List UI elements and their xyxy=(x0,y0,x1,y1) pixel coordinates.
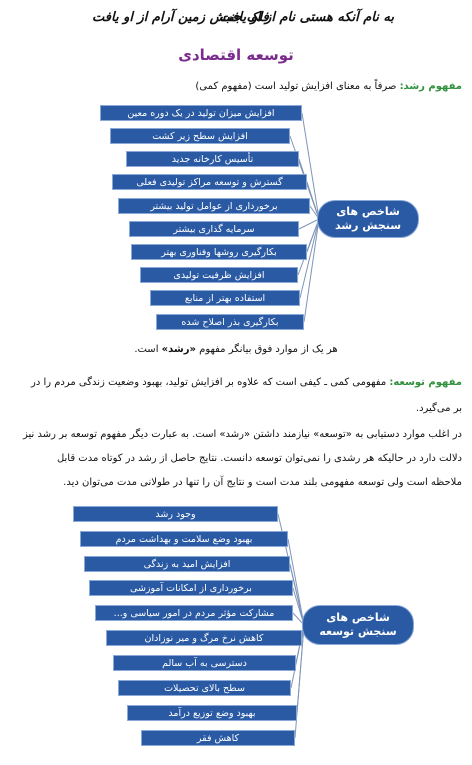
growth-note-end: است. xyxy=(134,344,162,355)
paragraph-line: در اغلب موارد دستیابی به «توسعه» نیازمند داشتن «رشد» است. به عبارت دیگر مفهوم توسعه بر رشد نیز xyxy=(22,429,462,440)
development-item: مشارکت مؤثر مردم در امور سیاسی و... xyxy=(95,605,293,621)
header-left-verse: فلک جنبش زمین آرام از او یافت xyxy=(92,10,269,25)
development-item: دسترسی به آب سالم xyxy=(113,655,296,671)
growth-definition-text: صرفاً به معنای افزایش تولید است (مفهوم کمی) xyxy=(195,81,400,92)
growth-note-text: هر یک از موارد فوق بیانگر مفهوم xyxy=(195,344,338,355)
development-item: سطح بالای تحصیلات xyxy=(118,680,291,696)
development-item: برخورداری از امکانات آموزشی xyxy=(89,580,293,596)
growth-item: بکارگیری بذر اصلاح شده xyxy=(156,314,304,330)
development-item: افزایش امید به زندگی xyxy=(84,556,290,572)
growth-item: افزایش میزان تولید در یک دوره معین xyxy=(100,105,302,121)
development-item: بهبود وضع توزیع درآمد xyxy=(127,705,297,721)
development-item: بهبود وضع سلامت و بهداشت مردم xyxy=(80,531,288,547)
development-item: وجود رشد xyxy=(73,506,278,522)
growth-note-bold: «رشد» xyxy=(161,344,196,355)
development-definition-text: مفهومی کمی ـ کیفی است که علاوه بر افزایش تولید، بهبود وضعیت زندگی مردم را در xyxy=(30,377,390,388)
growth-item: برخورداری از عوامل تولید بیشتر xyxy=(118,198,310,214)
development-indicators-hub: شاخص های سنجش توسعه xyxy=(302,605,414,645)
growth-item: بکارگیری روشها وفناوری بهتر xyxy=(131,244,307,260)
growth-item: گسترش و توسعه مراکز تولیدی فعلی xyxy=(112,174,307,190)
growth-indicators-hub: شاخص های سنجش رشد xyxy=(317,200,419,238)
development-definition-continued: بر می‌گیرد. xyxy=(415,403,462,414)
growth-item: افزایش ظرفیت تولیدی xyxy=(140,267,298,283)
paragraph-line: دلالت دارد در حالیکه هر رشدی را نمی‌توان توسعه دانست. نتایج حاصل از رشد در کوتاه مدت قابل xyxy=(56,453,462,464)
growth-item: تأسیس کارخانه جدید xyxy=(126,151,299,167)
growth-item: سرمایه گذاری بیشتر xyxy=(129,221,299,237)
development-definition-label: مفهوم توسعه: xyxy=(389,377,462,388)
growth-item: افزایش سطح زیر کشت xyxy=(110,128,290,144)
development-item: کاهش فقر xyxy=(141,730,295,746)
growth-definition-label: مفهوم رشد: xyxy=(399,81,462,92)
growth-note xyxy=(0,344,472,355)
header-right-verse: به نام آنکه هستی نام از او یافت xyxy=(219,10,394,25)
paragraph-line: ملاحظه است ولی توسعه مفهومی بلند مدت است و نتایج آن را تنها در طولانی مدت می‌توان دید. xyxy=(63,477,462,488)
development-definition xyxy=(10,376,462,390)
growth-item: استفاده بهتر از منابع xyxy=(150,290,300,306)
page-title: توسعه اقتصادی xyxy=(178,46,294,64)
development-item: کاهش نرخ مرگ و میر نوزادان xyxy=(106,630,302,646)
